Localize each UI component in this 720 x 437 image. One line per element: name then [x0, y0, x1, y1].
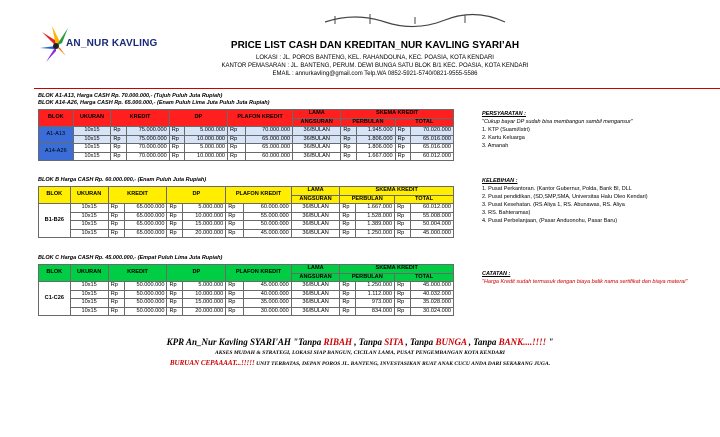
- rp-label: Rp: [226, 204, 244, 213]
- col-dp: DP: [167, 187, 226, 204]
- kelebihan-item: 1. Pusat Perkantoran. (Kantor Gubernur, Polda, Bank BI, DLL: [482, 186, 632, 192]
- col-perbulan: PERBULAN: [341, 118, 395, 127]
- col-perbulan: PERBULAN: [340, 273, 395, 282]
- dp-cell: 5.000.000: [185, 144, 228, 153]
- plafon-cell: 40.000.000: [243, 290, 291, 299]
- perbulan-cell: 1.806.000: [357, 135, 396, 144]
- lama-cell: 36/BULAN: [293, 152, 341, 161]
- rp-label: Rp: [167, 229, 183, 238]
- block-b-rows: [39, 204, 454, 238]
- lama-cell: 36/BULAN: [291, 290, 340, 299]
- rp-label: Rp: [228, 152, 246, 161]
- ukuran-cell: 10x15: [73, 152, 111, 161]
- rp-label: Rp: [341, 144, 357, 153]
- slogan-part: , Tanpa: [466, 337, 499, 347]
- col-plafon: PLAFON KREDIT: [228, 110, 293, 127]
- rp-label: Rp: [395, 299, 411, 308]
- rp-label: Rp: [340, 204, 356, 213]
- col-blok: BLOK: [39, 187, 71, 204]
- rp-label: Rp: [341, 152, 357, 161]
- col-kredit: KREDIT: [111, 110, 169, 127]
- rp-label: Rp: [169, 127, 185, 136]
- dp-cell: 10.000.000: [185, 152, 228, 161]
- rp-label: Rp: [228, 135, 246, 144]
- rp-label: Rp: [111, 144, 127, 153]
- ukuran-cell: 10x15: [70, 221, 108, 230]
- col-total: TOTAL: [395, 118, 453, 127]
- ukuran-cell: 10x15: [70, 204, 108, 213]
- rp-label: Rp: [395, 144, 411, 153]
- dp-cell: 15.000.000: [183, 221, 226, 230]
- table-row: [39, 290, 454, 299]
- plafon-cell: 55.000.000: [243, 212, 291, 221]
- catatan-title: CATATAN :: [482, 271, 511, 277]
- plafon-cell: 50.000.000: [243, 221, 291, 230]
- rp-label: Rp: [226, 221, 244, 230]
- rp-label: Rp: [167, 282, 183, 291]
- col-lama: LAMA: [293, 110, 341, 119]
- table-row: [39, 299, 454, 308]
- rp-label: Rp: [395, 212, 411, 221]
- table-row: [39, 144, 454, 153]
- rp-label: Rp: [395, 135, 411, 144]
- rp-label: Rp: [108, 282, 124, 291]
- price-table-a: [38, 109, 454, 161]
- dp-cell: 10.000.000: [183, 290, 226, 299]
- rp-label: Rp: [395, 229, 411, 238]
- rp-label: Rp: [167, 290, 183, 299]
- rp-label: Rp: [108, 290, 124, 299]
- lama-cell: 36/BULAN: [293, 135, 341, 144]
- rp-label: Rp: [167, 299, 183, 308]
- rp-label: Rp: [226, 290, 244, 299]
- rp-label: Rp: [341, 127, 357, 136]
- rp-label: Rp: [108, 221, 124, 230]
- table-row: [39, 282, 454, 291]
- table-row: [39, 221, 454, 230]
- kredit-cell: 75.000.000: [127, 135, 170, 144]
- col-perbulan: PERBULAN: [340, 195, 395, 204]
- rp-label: Rp: [226, 212, 244, 221]
- lama-cell: 36/BULAN: [293, 127, 341, 136]
- col-plafon: PLAFON KREDIT: [226, 265, 292, 282]
- plafon-cell: 65.000.000: [245, 144, 293, 153]
- plafon-cell: 60.000.000: [243, 204, 291, 213]
- lama-cell: 36/BULAN: [291, 221, 340, 230]
- kredit-cell: 50.000.000: [124, 282, 167, 291]
- total-cell: 40.032.000: [410, 290, 453, 299]
- dp-cell: 20.000.000: [183, 307, 226, 316]
- ukuran-cell: 10x15: [70, 282, 108, 291]
- col-blok: BLOK: [39, 110, 74, 127]
- kelebihan-item: 3. RS. Bahteramas): [482, 210, 531, 216]
- col-skema: SKEMA KREDIT: [340, 265, 454, 274]
- persyaratan-item: 2. Kartu Keluarga: [482, 135, 525, 141]
- kredit-cell: 65.000.000: [124, 212, 167, 221]
- ukuran-cell: 10x15: [73, 144, 111, 153]
- total-cell: 60.012.000: [410, 204, 453, 213]
- col-blok: BLOK: [39, 265, 71, 282]
- perbulan-cell: 1.250.000: [356, 229, 395, 238]
- slogan-part: , Tanpa: [403, 337, 436, 347]
- arabic-calligraphy-icon: [315, 8, 515, 30]
- rp-label: Rp: [226, 229, 244, 238]
- rp-label: Rp: [395, 127, 411, 136]
- rp-label: Rp: [167, 221, 183, 230]
- persyaratan-title: PERSYARATAN :: [482, 111, 526, 117]
- col-lama: LAMA: [291, 265, 340, 274]
- lama-cell: 36/BULAN: [293, 144, 341, 153]
- kredit-cell: 65.000.000: [124, 204, 167, 213]
- perbulan-cell: 1.112.000: [356, 290, 395, 299]
- col-kredit: KREDIT: [108, 187, 167, 204]
- dp-cell: 5.000.000: [183, 282, 226, 291]
- rp-label: Rp: [340, 229, 356, 238]
- catatan-section: [482, 270, 692, 286]
- col-angsuran: ANGSURAN: [293, 118, 341, 127]
- table-row: [39, 135, 454, 144]
- col-total: TOTAL: [395, 195, 454, 204]
- total-cell: 45.000.000: [410, 282, 453, 291]
- rp-label: Rp: [108, 299, 124, 308]
- rp-label: Rp: [226, 282, 244, 291]
- cta-text: UNIT TERBATAS, DEPAN POROS JL. BANTENG, INVESTASIKAN RUAT ANAK CUCU ANDA DARI SEKARANG JUGA.: [254, 361, 551, 367]
- lama-cell: 36/BULAN: [291, 204, 340, 213]
- rp-label: Rp: [169, 135, 185, 144]
- total-cell: 50.004.000: [410, 221, 453, 230]
- rp-label: Rp: [226, 307, 244, 316]
- ukuran-cell: 10x15: [70, 212, 108, 221]
- perbulan-cell: 1.250.000: [356, 282, 395, 291]
- rp-label: Rp: [340, 307, 356, 316]
- rp-label: Rp: [395, 152, 411, 161]
- block-a-rows: [39, 127, 454, 161]
- col-dp: DP: [169, 110, 227, 127]
- ukuran-cell: 10x15: [73, 135, 111, 144]
- dp-cell: 10.000.000: [185, 135, 228, 144]
- kelebihan-section: [482, 177, 692, 225]
- total-cell: 65.016.000: [411, 144, 454, 153]
- catatan-text: "Harga Kredit sudah termasuk dengan biaya balik nama sertifikat dan biaya materai": [482, 279, 688, 285]
- persyaratan-note: "Cukup bayar DP sudah bisa membangun sambil mengansur": [482, 119, 633, 125]
- rp-label: Rp: [340, 212, 356, 221]
- perbulan-cell: 1.667.000: [356, 204, 395, 213]
- price-table-c: [38, 264, 454, 316]
- col-dp: DP: [167, 265, 226, 282]
- col-lama: LAMA: [291, 187, 340, 196]
- kredit-cell: 70.000.000: [127, 144, 170, 153]
- price-table-b: [38, 186, 454, 238]
- col-angsuran: ANGSURAN: [291, 273, 340, 282]
- total-cell: 60.012.000: [411, 152, 454, 161]
- email-text: EMAIL : annurkavling@gmail.com Telp.WA 0852-5921-5740/0821-9555-5586: [272, 71, 478, 77]
- total-cell: 70.020.000: [411, 127, 454, 136]
- plafon-cell: 35.000.000: [243, 299, 291, 308]
- rp-label: Rp: [111, 127, 127, 136]
- plafon-cell: 70.000.000: [245, 127, 293, 136]
- plafon-cell: 45.000.000: [243, 229, 291, 238]
- kredit-cell: 50.000.000: [124, 299, 167, 308]
- total-cell: 55.008.000: [410, 212, 453, 221]
- rp-label: Rp: [167, 204, 183, 213]
- block-a14-caption: BLOK A14-A26, Harga CASH Rp. 65.000.000,- (Enam Puluh Lima Juta Puluh Juta Rupiah): [38, 100, 270, 106]
- blok-label: C1-C26: [39, 282, 71, 316]
- rp-label: Rp: [108, 307, 124, 316]
- blok-label: B1-B26: [39, 204, 71, 238]
- slogan-bank: BANK....!!!!: [498, 337, 547, 347]
- col-plafon: PLAFON KREDIT: [226, 187, 292, 204]
- rp-label: Rp: [341, 135, 357, 144]
- kelebihan-item: 2. Pusat pendidikan, (SD,SMP,SMA, Universitas Halu Oleo Kendari): [482, 194, 648, 200]
- persyaratan-section: [482, 110, 692, 150]
- rp-label: Rp: [340, 299, 356, 308]
- slogan-sita: SITA: [384, 337, 404, 347]
- rp-label: Rp: [108, 229, 124, 238]
- col-angsuran: ANGSURAN: [291, 195, 340, 204]
- kredit-cell: 70.000.000: [127, 152, 170, 161]
- rp-label: Rp: [395, 204, 411, 213]
- lama-cell: 36/BULAN: [291, 282, 340, 291]
- lama-cell: 36/BULAN: [291, 307, 340, 316]
- ukuran-cell: 10x15: [70, 290, 108, 299]
- kredit-cell: 65.000.000: [124, 229, 167, 238]
- ukuran-cell: 10x15: [73, 127, 111, 136]
- slogan-ribah: RIBAH: [323, 337, 353, 347]
- rp-label: Rp: [226, 299, 244, 308]
- lama-cell: 36/BULAN: [291, 299, 340, 308]
- rp-label: Rp: [169, 144, 185, 153]
- dp-cell: 10.000.000: [183, 212, 226, 221]
- block-a1-caption: BLOK A1-A13, Harga CASH Rp. 70.000.000,- (Tujuh Puluh Juta Rupiah): [38, 93, 223, 99]
- lama-cell: 36/BULAN: [291, 212, 340, 221]
- dp-cell: 20.000.000: [183, 229, 226, 238]
- cta-hurry: BURUAN CEPAAAAT...!!!!!: [169, 359, 255, 367]
- rp-label: Rp: [108, 212, 124, 221]
- header-divider: [34, 88, 720, 89]
- table-row: [39, 307, 454, 316]
- col-ukuran: UKURAN: [70, 265, 108, 282]
- rp-label: Rp: [395, 307, 411, 316]
- plafon-cell: 45.000.000: [243, 282, 291, 291]
- rp-label: Rp: [169, 152, 185, 161]
- page-title: PRICE LIST CASH DAN KREDITAN_NUR KAVLING SYARI’AH: [230, 40, 520, 51]
- table-row: [39, 212, 454, 221]
- rp-label: Rp: [395, 221, 411, 230]
- col-skema: SKEMA KREDIT: [340, 187, 454, 196]
- rp-label: Rp: [228, 127, 246, 136]
- block-c-rows: [39, 282, 454, 316]
- slogan-part: KPR An_Nur Kavling SYARI'AH "Tanpa: [166, 337, 324, 347]
- footer-features: AKSES MUDAH & STRATEGI, LOKASI SIAP BANGUN, CICILAN LAMA, PUSAT PENGEMBANGAN KOTA KENDARI: [215, 350, 505, 356]
- kredit-cell: 50.000.000: [124, 307, 167, 316]
- plafon-cell: 60.000.000: [245, 152, 293, 161]
- table-row: [39, 229, 454, 238]
- rp-label: Rp: [340, 290, 356, 299]
- block-c-caption: BLOK C Harga CASH Rp. 45.000.000,- (Empat Puluh Lima Juta Rupiah): [38, 255, 223, 261]
- col-total: TOTAL: [395, 273, 454, 282]
- kredit-cell: 50.000.000: [124, 290, 167, 299]
- logo-text: AN_NUR KAVLING: [66, 38, 158, 49]
- rp-label: Rp: [111, 135, 127, 144]
- dp-cell: 5.000.000: [183, 204, 226, 213]
- rp-label: Rp: [340, 282, 356, 291]
- rp-label: Rp: [108, 204, 124, 213]
- col-ukuran: UKURAN: [73, 110, 111, 127]
- kelebihan-item: 4. Pusat Perbelanjaan, (Pasar Anduonohu, Pasar Baru): [482, 218, 618, 224]
- perbulan-cell: 973.000: [356, 299, 395, 308]
- rp-label: Rp: [340, 221, 356, 230]
- footer-cta: [0, 359, 720, 367]
- col-kredit: KREDIT: [108, 265, 167, 282]
- rp-label: Rp: [395, 282, 411, 291]
- col-skema: SKEMA KREDIT: [341, 110, 454, 119]
- blok-label: A14-A26: [39, 144, 74, 161]
- kantor-text: KANTOR PEMASARAN : JL. BANTENG, PERUM. DEWI BUNGA SATU BLOK B/1 KEC. POASIA, KOTA KENDARI: [221, 63, 529, 69]
- kredit-cell: 75.000.000: [127, 127, 170, 136]
- plafon-cell: 30.000.000: [243, 307, 291, 316]
- ukuran-cell: 10x15: [70, 229, 108, 238]
- kelebihan-title: KELEBIHAN :: [482, 178, 518, 184]
- total-cell: 30.024.000: [410, 307, 453, 316]
- rp-label: Rp: [395, 290, 411, 299]
- perbulan-cell: 1.945.000: [357, 127, 396, 136]
- perbulan-cell: 834.000: [356, 307, 395, 316]
- dp-cell: 5.000.000: [185, 127, 228, 136]
- blok-label: A1-A13: [39, 127, 74, 144]
- slogan-bunga: BUNGA: [435, 337, 467, 347]
- perbulan-cell: 1.667.000: [357, 152, 396, 161]
- slogan-part: ": [546, 337, 554, 347]
- ukuran-cell: 10x15: [70, 299, 108, 308]
- dp-cell: 15.000.000: [183, 299, 226, 308]
- plafon-cell: 65.000.000: [245, 135, 293, 144]
- persyaratan-item: 3. Amanah: [482, 143, 509, 149]
- block-b-caption: BLOK B Harga CASH Rp. 60.000.000,- (Enam Puluh Juta Rupiah): [38, 177, 207, 183]
- rp-label: Rp: [167, 307, 183, 316]
- perbulan-cell: 1.528.000: [356, 212, 395, 221]
- kelebihan-item: 3. Pusat Kesehatan. (RS Aliya 1, RS. Abunawas, RS. Aliya: [482, 202, 625, 208]
- kredit-cell: 65.000.000: [124, 221, 167, 230]
- total-cell: 45.000.000: [410, 229, 453, 238]
- ukuran-cell: 10x15: [70, 307, 108, 316]
- slogan-part: , Tanpa: [352, 337, 385, 347]
- table-row: [39, 152, 454, 161]
- rp-label: Rp: [228, 144, 246, 153]
- footer-slogan: [0, 337, 720, 347]
- persyaratan-item: 1. KTP (Suami/Istri): [482, 127, 530, 133]
- lokasi-text: LOKASI : JL. POROS BANTENG, KEL. RAHANDOUNA, KEC. POASIA, KOTA KENDARI: [256, 55, 494, 61]
- rp-label: Rp: [111, 152, 127, 161]
- col-ukuran: UKURAN: [70, 187, 108, 204]
- total-cell: 65.016.000: [411, 135, 454, 144]
- lama-cell: 36/BULAN: [291, 229, 340, 238]
- table-row: [39, 204, 454, 213]
- table-row: [39, 127, 454, 136]
- perbulan-cell: 1.806.000: [357, 144, 396, 153]
- rp-label: Rp: [167, 212, 183, 221]
- total-cell: 35.028.000: [410, 299, 453, 308]
- perbulan-cell: 1.389.000: [356, 221, 395, 230]
